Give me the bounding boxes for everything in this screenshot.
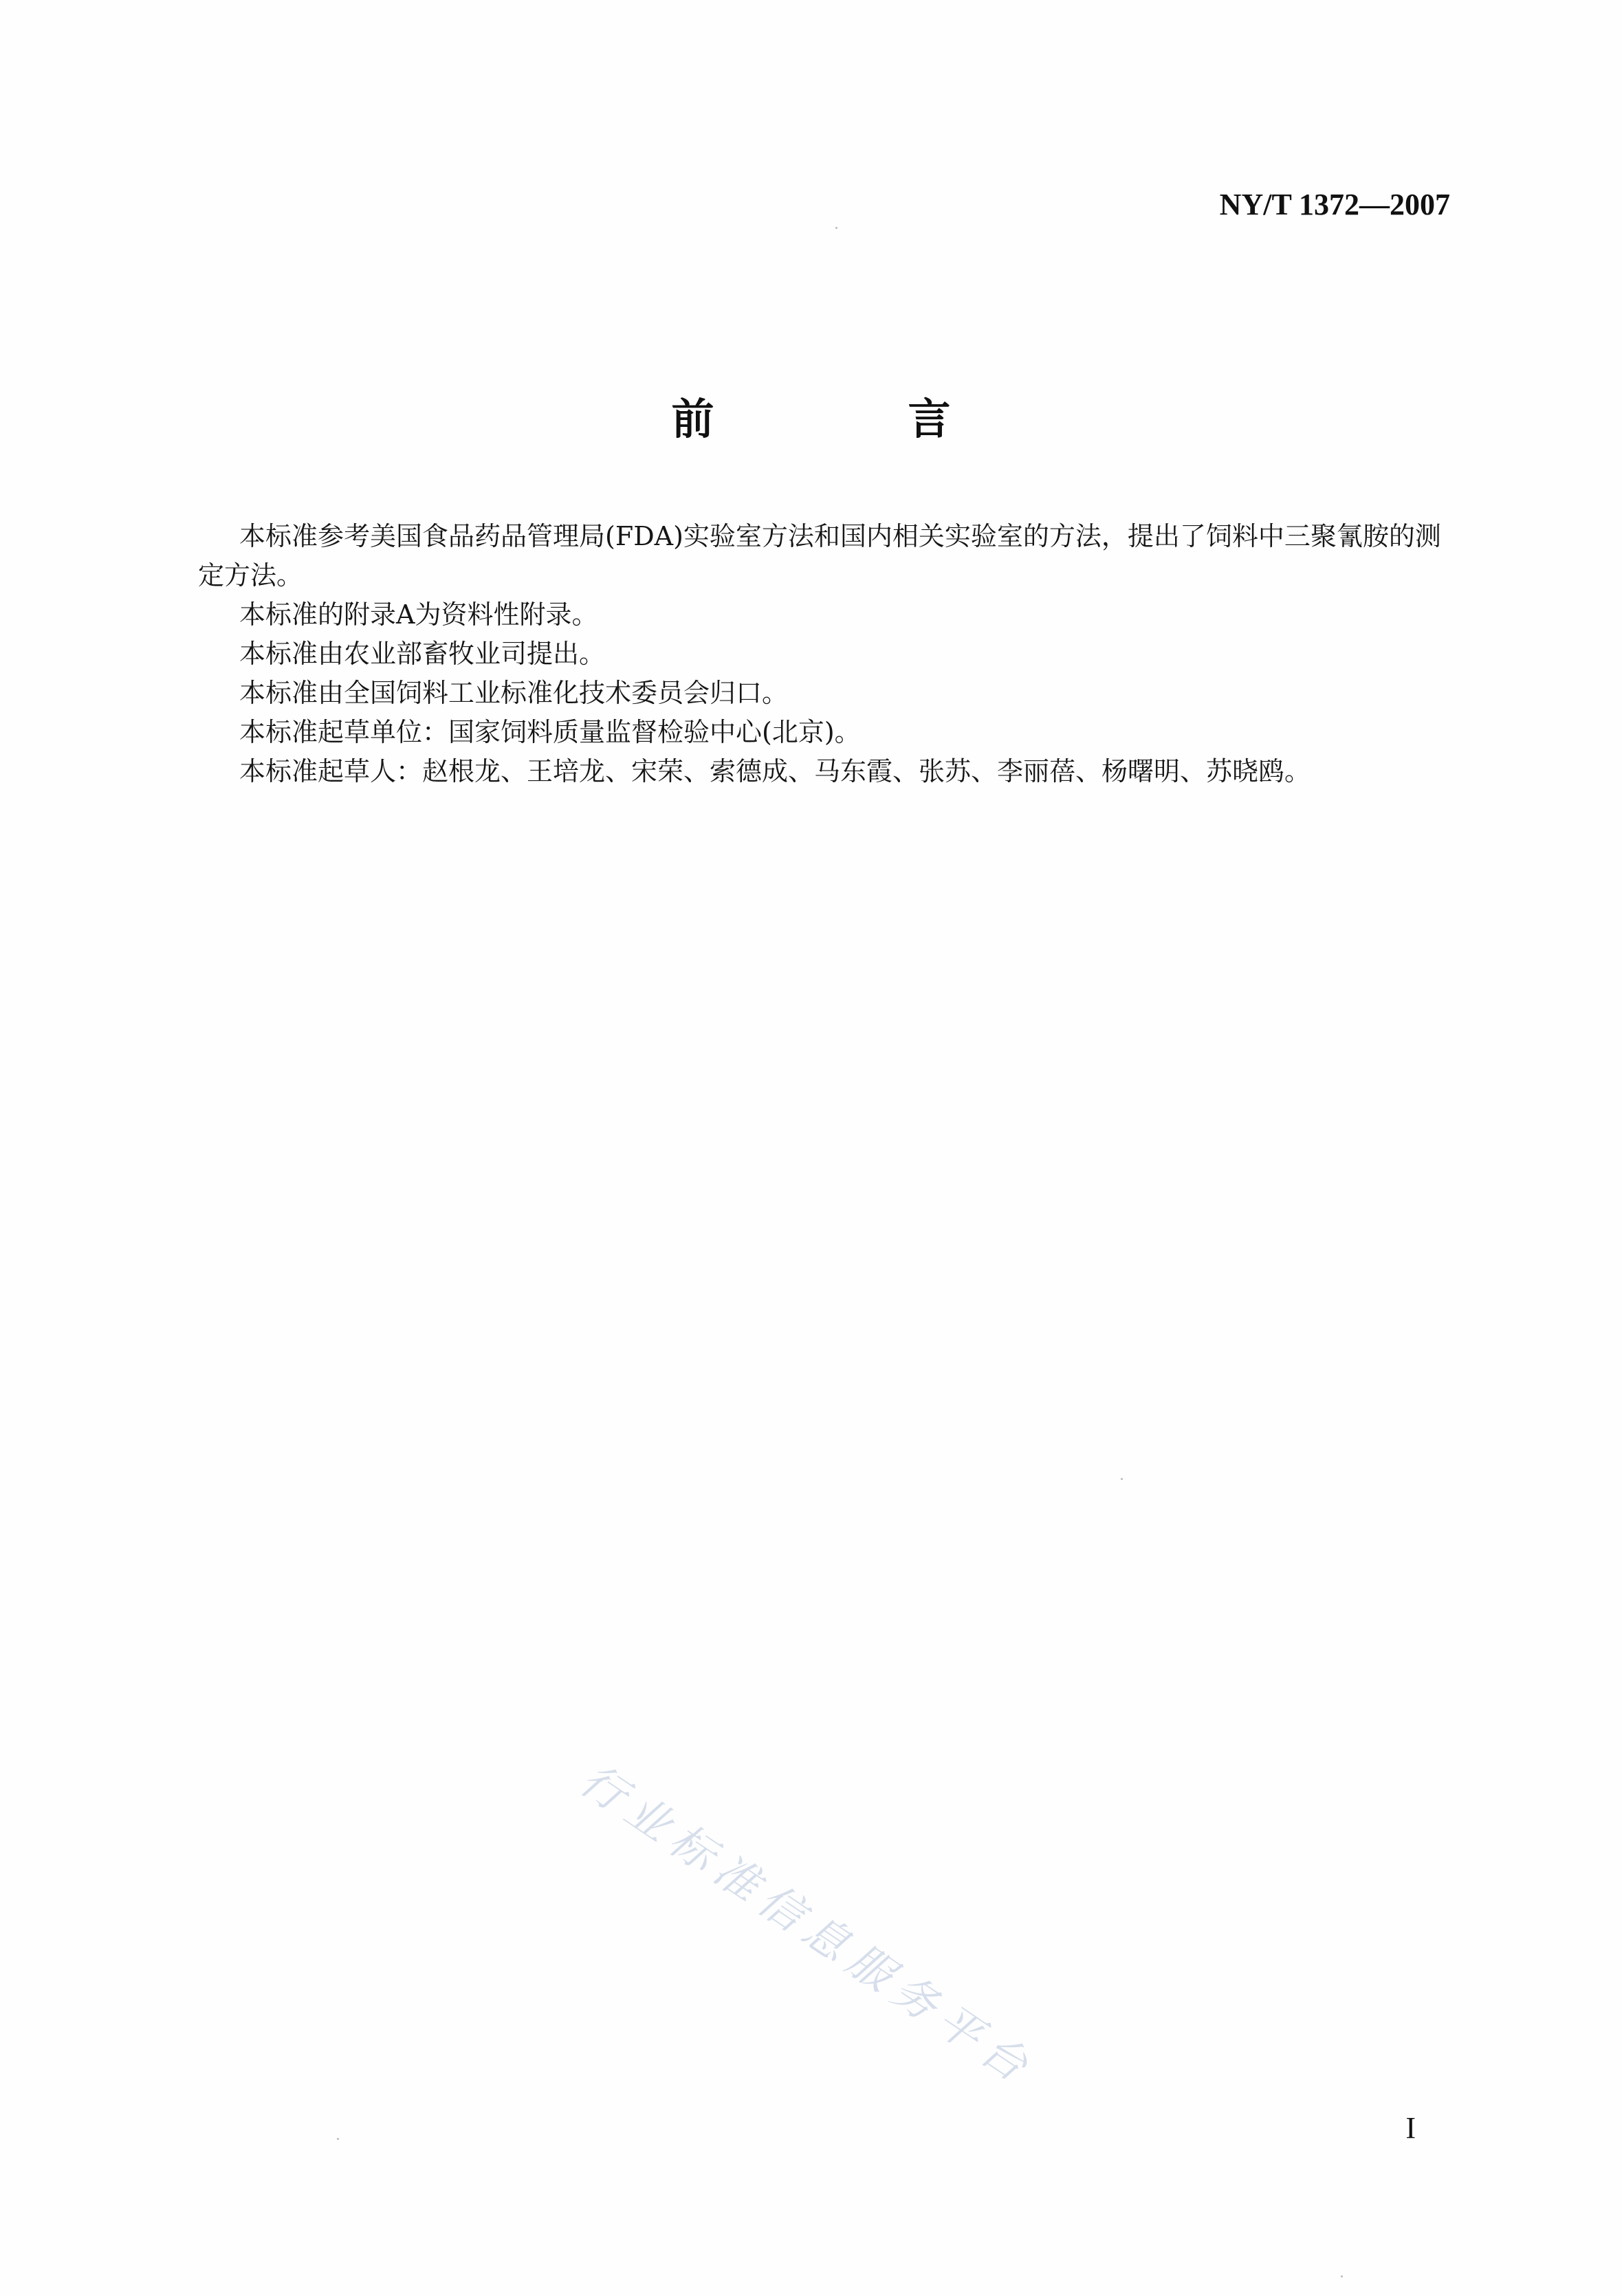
- scan-speck: [337, 2138, 339, 2140]
- paragraph: 本标准参考美国食品药品管理局(FDA)实验室方法和国内相关实验室的方法，提出了饲料中三聚氰胺的测定方法。: [198, 521, 1441, 590]
- paragraph: 本标准起草单位：国家饲料质量监督检验中心(北京)。: [239, 717, 861, 747]
- scan-speck: [835, 227, 837, 229]
- page-title: 前 言: [671, 394, 1027, 444]
- watermark: 行业标准信息服务平台: [571, 1754, 1044, 2097]
- paragraph: 本标准的附录A为资料性附录。: [239, 599, 598, 630]
- paragraph: 本标准起草人：赵根龙、王培龙、宋荣、索德成、马东霞、张苏、李丽蓓、杨曙明、苏晓鸥。: [239, 756, 1311, 786]
- foreword-body: [198, 517, 1456, 791]
- paragraph: 本标准由全国饲料工业标准化技术委员会归口。: [239, 678, 789, 708]
- standard-code: NY/T 1372—2007: [1219, 188, 1450, 221]
- scan-speck: [1121, 1478, 1123, 1480]
- page-number: I: [1405, 2111, 1416, 2145]
- scan-speck: [1341, 2275, 1343, 2277]
- paragraph: 本标准由农业部畜牧业司提出。: [239, 639, 606, 669]
